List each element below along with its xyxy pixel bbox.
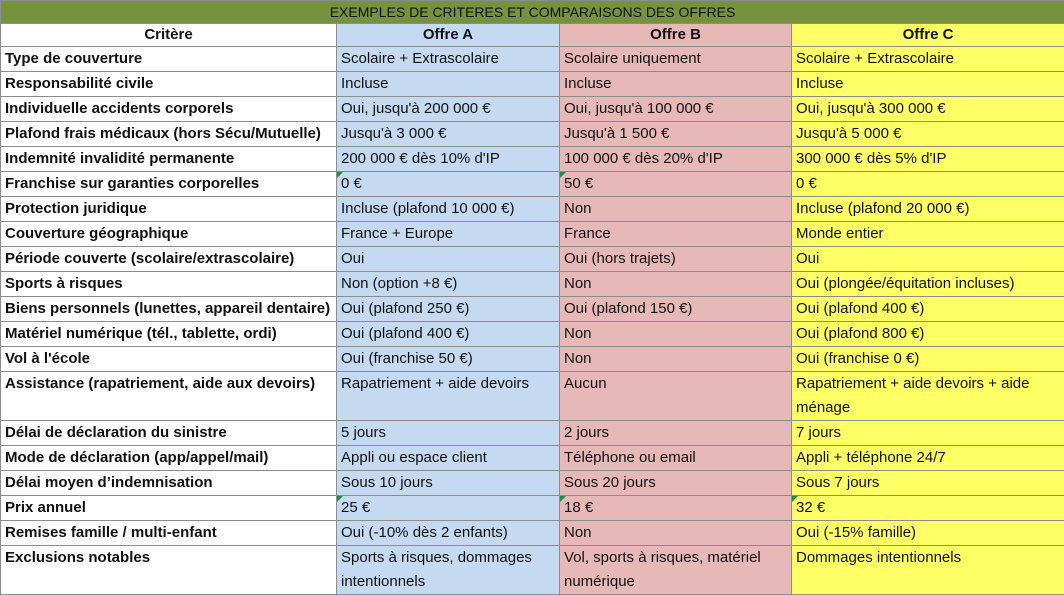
criterion-cell[interactable]: Protection juridique (1, 197, 337, 222)
offre-a-cell[interactable]: Incluse (337, 72, 560, 97)
offre-b-cell[interactable]: Scolaire uniquement (560, 47, 792, 72)
table-row (1, 521, 1064, 546)
offre-c-cell[interactable]: Oui (plafond 800 €) (792, 322, 1064, 347)
table-row (1, 347, 1064, 372)
header-offre-b[interactable]: Offre B (560, 24, 792, 47)
offre-c-cell[interactable]: Oui, jusqu'à 300 000 € (792, 97, 1064, 122)
offre-c-cell[interactable]: 7 jours (792, 421, 1064, 446)
offre-b-cell[interactable]: France (560, 222, 792, 247)
offre-a-cell[interactable]: Scolaire + Extrascolaire (337, 47, 560, 72)
table-row (1, 247, 1064, 272)
table-row (1, 496, 1064, 521)
header-row (1, 24, 1064, 47)
criterion-cell[interactable]: Délai de déclaration du sinistre (1, 421, 337, 446)
offre-b-cell[interactable]: Aucun (560, 372, 792, 421)
offre-c-cell[interactable]: Oui (plongée/équitation incluses) (792, 272, 1064, 297)
criterion-cell[interactable]: Exclusions notables (1, 546, 337, 595)
offre-a-cell[interactable]: Sous 10 jours (337, 471, 560, 496)
sheet-title[interactable]: EXEMPLES DE CRITERES ET COMPARAISONS DES OFFRES (1, 1, 1064, 24)
offre-a-cell[interactable]: Oui (franchise 50 €) (337, 347, 560, 372)
offre-a-cell[interactable]: Oui (-10% dès 2 enfants) (337, 521, 560, 546)
offre-b-cell[interactable]: Non (560, 197, 792, 222)
offre-b-cell[interactable]: Jusqu'à 1 500 € (560, 122, 792, 147)
criterion-cell[interactable]: Responsabilité civile (1, 72, 337, 97)
offre-b-cell[interactable]: Non (560, 272, 792, 297)
offre-b-cell[interactable]: Sous 20 jours (560, 471, 792, 496)
criterion-cell[interactable]: Vol à l'école (1, 347, 337, 372)
criterion-cell[interactable]: Individuelle accidents corporels (1, 97, 337, 122)
offre-a-cell[interactable]: 0 € (337, 172, 560, 197)
offre-a-cell[interactable]: Oui, jusqu'à 200 000 € (337, 97, 560, 122)
offre-a-cell[interactable]: 200 000 € dès 10% d'IP (337, 147, 560, 172)
table-row (1, 122, 1064, 147)
table-row (1, 47, 1064, 72)
offre-b-cell[interactable]: Oui (plafond 150 €) (560, 297, 792, 322)
table-row (1, 372, 1064, 421)
offre-c-cell[interactable]: Rapatriement + aide devoirs + aide ménage (792, 372, 1064, 421)
offre-c-cell[interactable]: Dommages intentionnels (792, 546, 1064, 595)
table-row (1, 72, 1064, 97)
header-offre-a[interactable]: Offre A (337, 24, 560, 47)
table-row (1, 322, 1064, 347)
criterion-cell[interactable]: Délai moyen d’indemnisation (1, 471, 337, 496)
offre-c-cell[interactable]: Oui (-15% famille) (792, 521, 1064, 546)
offre-b-cell[interactable]: Non (560, 347, 792, 372)
offre-b-cell[interactable]: Téléphone ou email (560, 446, 792, 471)
criterion-cell[interactable]: Remises famille / multi-enfant (1, 521, 337, 546)
offre-a-cell[interactable]: 5 jours (337, 421, 560, 446)
offre-b-cell[interactable]: 100 000 € dès 20% d'IP (560, 147, 792, 172)
criterion-cell[interactable]: Sports à risques (1, 272, 337, 297)
offre-a-cell[interactable]: Incluse (plafond 10 000 €) (337, 197, 560, 222)
offre-c-cell[interactable]: Incluse (792, 72, 1064, 97)
offre-b-cell[interactable]: Vol, sports à risques, matériel numérique (560, 546, 792, 595)
offre-c-cell[interactable]: Appli + téléphone 24/7 (792, 446, 1064, 471)
table-row (1, 421, 1064, 446)
criterion-cell[interactable]: Période couverte (scolaire/extrascolaire) (1, 247, 337, 272)
offre-c-cell[interactable]: Sous 7 jours (792, 471, 1064, 496)
offre-a-cell[interactable]: Oui (plafond 250 €) (337, 297, 560, 322)
offre-a-cell[interactable]: Oui (337, 247, 560, 272)
table-row (1, 147, 1064, 172)
offre-b-cell[interactable]: Oui (hors trajets) (560, 247, 792, 272)
table-row (1, 297, 1064, 322)
criterion-cell[interactable]: Biens personnels (lunettes, appareil dentaire) (1, 297, 337, 322)
table-row (1, 222, 1064, 247)
criterion-cell[interactable]: Matériel numérique (tél., tablette, ordi) (1, 322, 337, 347)
offre-a-cell[interactable]: Appli ou espace client (337, 446, 560, 471)
offre-a-cell[interactable]: Jusqu'à 3 000 € (337, 122, 560, 147)
criterion-cell[interactable]: Plafond frais médicaux (hors Sécu/Mutuelle) (1, 122, 337, 147)
criterion-cell[interactable]: Indemnité invalidité permanente (1, 147, 337, 172)
offre-c-cell[interactable]: Oui (franchise 0 €) (792, 347, 1064, 372)
offre-a-cell[interactable]: Sports à risques, dommages intentionnels (337, 546, 560, 595)
offre-b-cell[interactable]: Incluse (560, 72, 792, 97)
offre-b-cell[interactable]: 2 jours (560, 421, 792, 446)
table-row (1, 471, 1064, 496)
offre-a-cell[interactable]: 25 € (337, 496, 560, 521)
offre-c-cell[interactable]: Scolaire + Extrascolaire (792, 47, 1064, 72)
offre-a-cell[interactable]: Oui (plafond 400 €) (337, 322, 560, 347)
table-row (1, 197, 1064, 222)
criterion-cell[interactable]: Assistance (rapatriement, aide aux devoirs) (1, 372, 337, 421)
offre-c-cell[interactable]: Incluse (plafond 20 000 €) (792, 197, 1064, 222)
table-row (1, 97, 1064, 122)
criterion-cell[interactable]: Mode de déclaration (app/appel/mail) (1, 446, 337, 471)
criterion-cell[interactable]: Franchise sur garanties corporelles (1, 172, 337, 197)
criterion-cell[interactable]: Type de couverture (1, 47, 337, 72)
table-row (1, 546, 1064, 595)
criterion-cell[interactable]: Prix annuel (1, 496, 337, 521)
offre-b-cell[interactable]: Non (560, 521, 792, 546)
offre-c-cell[interactable]: Monde entier (792, 222, 1064, 247)
offre-c-cell[interactable]: Oui (792, 247, 1064, 272)
offre-a-cell[interactable]: Non (option +8 €) (337, 272, 560, 297)
table-row (1, 172, 1064, 197)
offre-a-cell[interactable]: Rapatriement + aide devoirs (337, 372, 560, 421)
offre-c-cell[interactable]: 0 € (792, 172, 1064, 197)
offre-b-cell[interactable]: Oui, jusqu'à 100 000 € (560, 97, 792, 122)
offre-c-cell[interactable]: 32 € (792, 496, 1064, 521)
offre-b-cell[interactable]: 18 € (560, 496, 792, 521)
table-row (1, 272, 1064, 297)
offre-c-cell[interactable]: Jusqu'à 5 000 € (792, 122, 1064, 147)
offre-a-cell[interactable]: France + Europe (337, 222, 560, 247)
header-offre-c[interactable]: Offre C (792, 24, 1064, 47)
header-critere[interactable]: Critère (1, 24, 337, 47)
offre-b-cell[interactable]: Non (560, 322, 792, 347)
table-row (1, 446, 1064, 471)
title-row (1, 1, 1064, 24)
criterion-cell[interactable]: Couverture géographique (1, 222, 337, 247)
offre-c-cell[interactable]: 300 000 € dès 5% d'IP (792, 147, 1064, 172)
offre-b-cell[interactable]: 50 € (560, 172, 792, 197)
offre-c-cell[interactable]: Oui (plafond 400 €) (792, 297, 1064, 322)
